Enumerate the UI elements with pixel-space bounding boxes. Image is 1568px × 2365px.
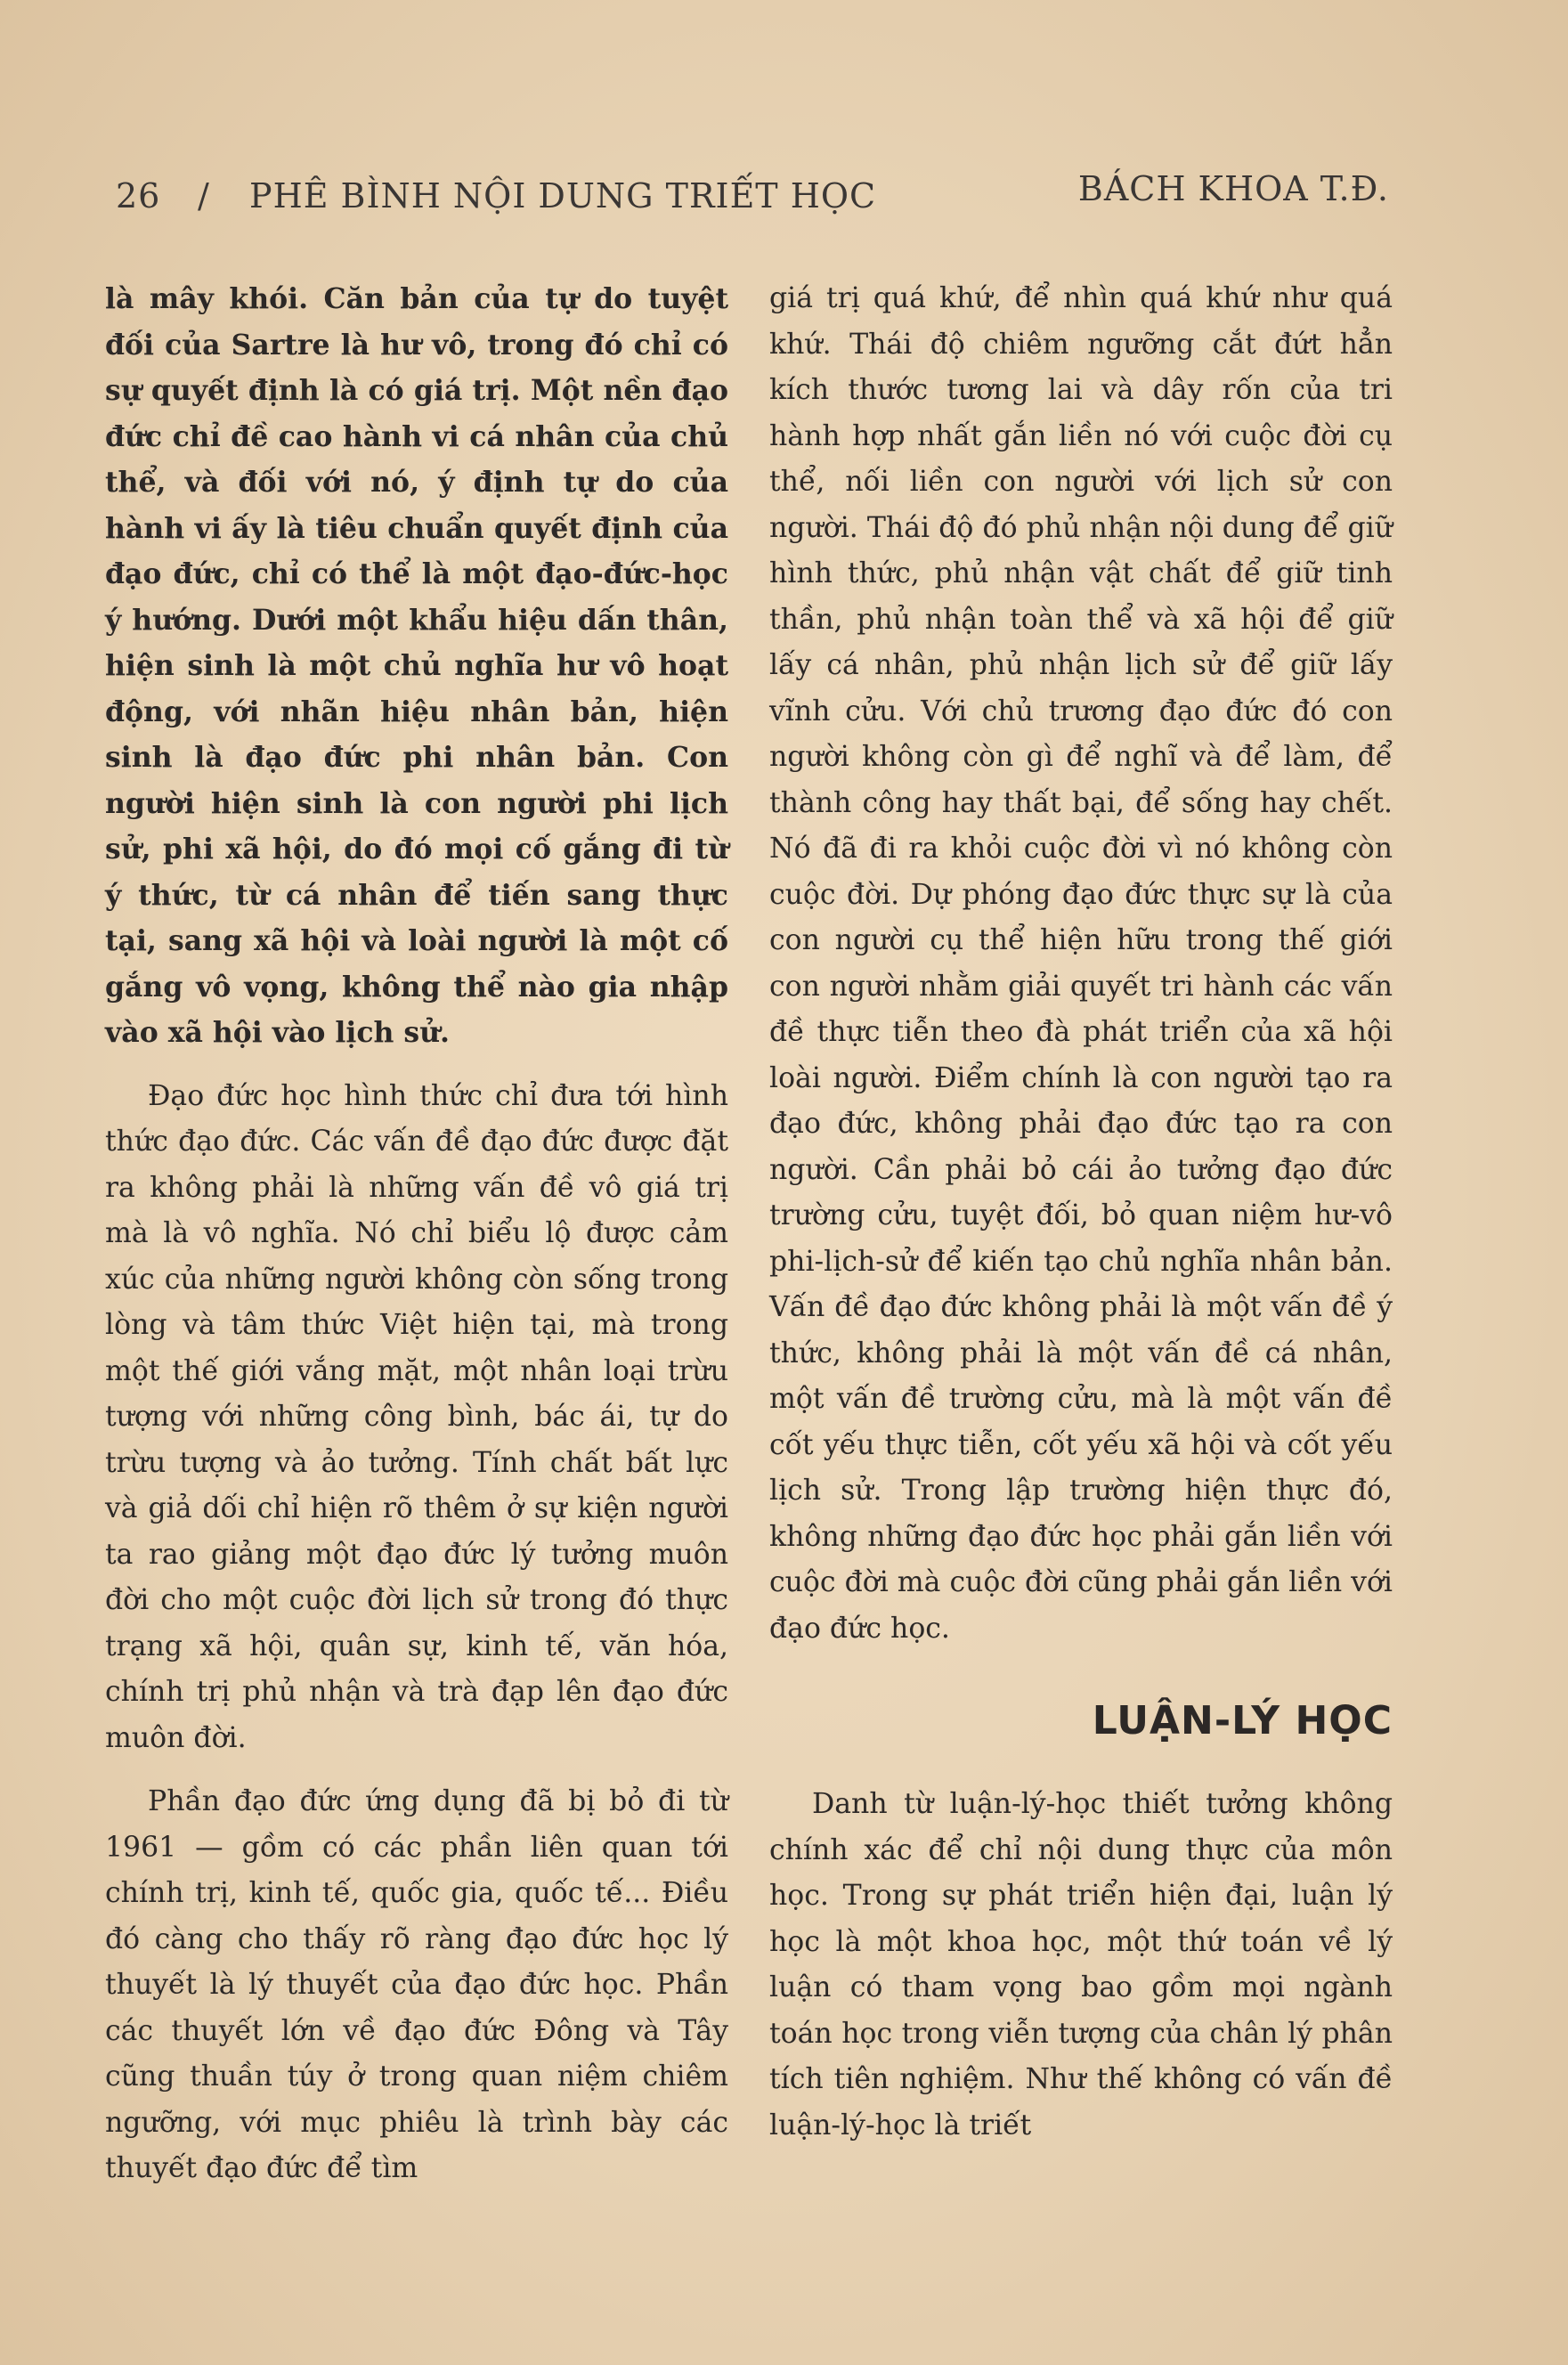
page-number: 26 xyxy=(116,176,161,215)
section-heading: LUẬN-LÝ HỌC xyxy=(1092,1698,1393,1743)
right-column xyxy=(769,276,1393,2166)
paragraph: Đạo đức học hình thức chỉ đưa tới hình thức đạo đức. Các vấn đề đạo đức được đặt ra không phải là những vấn đề vô giá trị mà là vô nghĩa. Nó chỉ biểu lộ được cảm xúc của những người không còn sống trong lòng và tâm thức Việt hiện tại, mà trong một thế giới vắng mặt, một nhân loại trừu tượng với những công bình, bác ái, tự do trừu tượng và ảo tưởng. Tính chất bất lực và giả dối chỉ hiện rõ thêm ở sự kiện người ta rao giảng một đạo đức lý tưởng muôn đời cho một cuộc đời lịch sử trong đó thực trạng xã hội, quân sự, kinh tế, văn hóa, chính trị phủ nhận và trà đạp lên đạo đức muôn đời. xyxy=(105,1079,728,1754)
paragraph: Phần đạo đức ứng dụng đã bị bỏ đi từ 1961 — gồm có các phần liên quan tới chính trị, kinh tế, quốc gia, quốc tế... Điều đó càng cho thấy rõ ràng đạo đức học lý thuyết là lý thuyết của đạo đức học. Phần các thuyết lớn về đạo đức Đông và Tây cũng thuần túy ở trong quan niệm chiêm ngưỡng, với mục phiêu là trình bày các thuyết đạo đức để tìm xyxy=(105,1785,728,2184)
paragraph: Danh từ luận-lý-học thiết tưởng không chính xác để chỉ nội dung thực của môn học. Trong sự phát triển hiện đại, luận lý học là một khoa học, một thứ toán về lý luận có tham vọng bao gồm mọi ngành toán học trong viễn tượng của chân lý phân tích tiên nghiệm. Như thế không có vấn đề luận-lý-học là triết xyxy=(769,1788,1393,2142)
running-title: PHÊ BÌNH NỘI DUNG TRIẾT HỌC xyxy=(249,176,877,215)
left-column xyxy=(105,276,728,2210)
page-header xyxy=(116,169,1389,232)
header-separator: / xyxy=(198,176,210,215)
journal-name: BÁCH KHOA T.Đ. xyxy=(1077,169,1389,208)
paragraph: giá trị quá khứ, để nhìn quá khứ như quá khứ. Thái độ chiêm ngưỡng cắt đứt hẳn kích thước tương lai và dây rốn của tri hành hợp nhất gắn liền nó với cuộc đời cụ thể, nối liền con người với lịch sử con người. Thái độ đó phủ nhận nội dung để giữ hình thức, phủ nhận vật chất để giữ tinh thần, phủ nhận toàn thể và xã hội để giữ lấy cá nhân, phủ nhận lịch sử để giữ lấy vĩnh cửu. Với chủ trương đạo đức đó con người không còn gì để nghĩ và để làm, để thành công hay thất bại, để sống hay chết. Nó đã đi ra khỏi cuộc đời vì nó không còn cuộc đời. Dự phóng đạo đức thực sự là của con người cụ thể hiện hữu trong thế giới con người nhằm giải quyết tri hành các vấn đề thực tiễn theo đà phát triển của xã hội loài người. Điểm chính là con người tạo ra đạo đức, không phải đạo đức tạo ra con người. Cần phải bỏ cái ảo tưởng đạo đức trường cửu, tuyệt đối, bỏ quan niệm hư-vô phi-lịch-sử để kiến tạo chủ nghĩa nhân bản. Vấn đề đạo đức không phải là một vấn đề ý thức, không phải là một vấn đề cá nhân, một vấn đề trường cửu, mà là một vấn đề cốt yếu thực tiễn, cốt yếu xã hội và cốt yếu lịch sử. Trong lập trường hiện thực đó, không những đạo đức học phải gắn liền với cuộc đời mà cuộc đời cũng phải gắn liền với đạo đức học. xyxy=(769,282,1393,1645)
paragraph: là mây khói. Căn bản của tự do tuyệt đối của Sartre là hư vô, trong đó chỉ có sự quyết định là có giá trị. Một nền đạo đức chỉ đề cao hành vi cá nhân của chủ thể, và đối với nó, ý định tự do của hành vi ấy là tiêu chuẩn quyết định của đạo đức, chỉ có thể là một đạo-đức-học ý hướng. Dưới một khẩu hiệu dấn thân, hiện sinh là một chủ nghĩa hư vô hoạt động, với nhãn hiệu nhân bản, hiện sinh là đạo đức phi nhân bản. Con người hiện sinh là con người phi lịch sử, phi xã hội, do đó mọi cố gắng đi từ ý thức, từ cá nhân để tiến sang thực tại, sang xã hội và loài người là một cố gắng vô vọng, không thể nào gia nhập vào xã hội vào lịch sử. xyxy=(105,282,728,1049)
